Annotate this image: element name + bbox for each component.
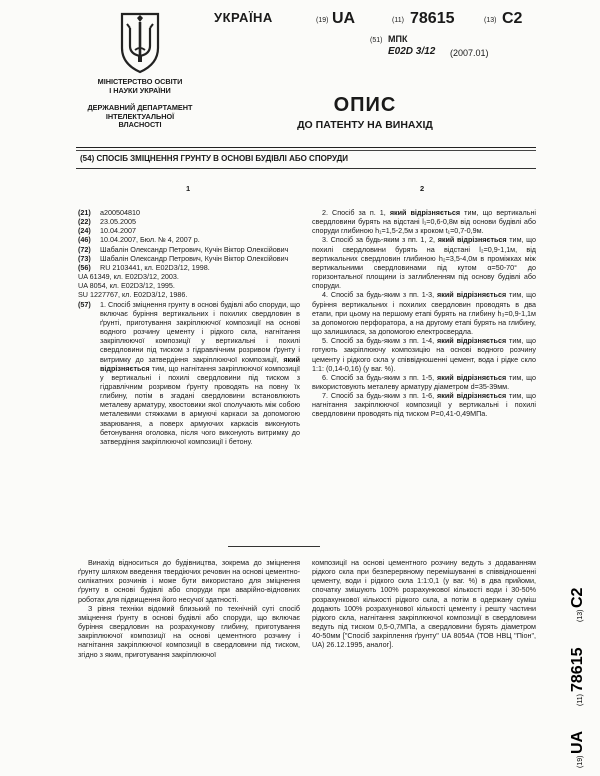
claim-pre: 6. Спосіб за будь-яким з пп. 1-5, [322,372,435,382]
ministry-line-1: МІНІСТЕРСТВО ОСВІТИ [97,77,183,86]
ministry-name [88,78,192,95]
mpk-code: (51) [370,37,383,44]
biblio-row [78,235,300,244]
description-paragraph: З рівня техніки відомий близький по технічній суті спосіб зміцнення ґрунту в основі будівлі або споруди, що включає буріння свердловин на розрахункову глибину, приготування закріплюючої композиції на основі цементного розчину і нагнітання закріплюючої композиції в свердловини під тиском, згідно з яким, приготування закріплюючої [78,603,300,659]
divider-top [76,147,536,148]
biblio-row [78,263,300,272]
claim-post: тим, що похилі свердловини бурять на відстані l₂=0,9-1,1м, від вертикальних свердловин глибиною h₂=3,5-4,0м в проміжках між вертикальними свердловинами під кутом α=50-70° до горизонтальної площини із заглибленням під основу будівлі або споруди. [312,235,537,291]
dept-line-1: ДЕРЖАВНИЙ ДЕПАРТАМЕНТ [87,103,193,112]
trident-emblem-icon [118,10,162,74]
claims-list [312,208,536,419]
biblio-code: (72) [78,244,91,254]
claim-pre: 5. Спосіб за будь-яким з пп. 1-4, [322,336,435,346]
description-left [78,558,300,659]
document-title [200,94,530,131]
document-kind: C2 [502,10,523,27]
reference-item: UA 8054, кл. E02D3/12, 1995. [78,281,175,291]
claim-post: тим, що готують закріплюючу композицію на основі водного розчину цементу і рідкого скла у співвідношенні цемент, вода і рідке скло 1:1: (0,14-0,16) (у ваг. %). [312,336,537,373]
ministry-line-2: І НАУКИ УКРАЇНИ [109,85,171,95]
biblio-code: (22) [78,217,91,227]
claim-item [312,373,536,391]
biblio-list [78,208,300,272]
claim-item [312,336,536,373]
description-continuation: композиції на основі цементного розчину ведуть з додаванням рідкого скла при безперервному перемішуванні в співвідношенні цементу, води і рідкого скла 1:1:0,1 (у ваг. %) в два прийоми, спочатку змішують 100% розрахункової кількості води і 30-50% розрахункової кількості рідкого скла, а потім в одержану суміш додають 100% розрахункової кількості цементу і решту частини рідкого скла, нагнітання закріплюючої композиції в свердловини ведуть під тиском 0,5-0,7МПа, а свердловини бурять діаметром 40-50мм ["Спосіб закріплення ґрунту" UA 8054А (ТОВ НВЦ "Піон", UA) 26.12.1995, аналог]. [312,558,536,650]
biblio-value: 10.04.2007, Бюл. № 4, 2007 р. [100,235,200,245]
mpk-label: МПК [388,34,408,44]
claim-pre: 4. Спосіб за будь-яким з пп. 1-3, [322,290,435,300]
abstract-text-1: 1. Спосіб зміцнення грунту в основі будівлі або споруди, що включає буріння вертикальних і похилих свердловин в ґрунті, приготування закріплюючої композиції на основі водного розчину цементу і рідкого скла, нагнітання закріплюючої композиції у вертикальні і похилі свердловини під тиском з гідравлічним розривом ґрунту і витримку до затвердіння закріплюючої композиції, [100,299,300,364]
biblio-value: a200504810 [100,208,140,217]
column-number-right: 2 [420,184,425,193]
pub-num-code: (11) [392,17,404,24]
biblio-row [78,226,300,235]
side-doc-kind-code: (13) [577,609,584,622]
divider-top-thin [76,150,536,151]
claim-item [312,208,536,235]
claim-post: тим, що вертикальні свердловини бурять на відстані l₁=0,6-0,8м від основи будівлі або споруди глибиною h₁=1,5-2,5м з кроком t₁=0,7-0,9м. [312,208,537,236]
separator-line [228,546,320,547]
column-number-left: 1 [186,184,191,193]
claim-post: тим, що використовують металеву арматуру діаметром d=35-39мм. [312,372,537,391]
abstract-text-2: тим, що нагнітання закріплюючої композиції у вертикальні і похилі свердловини під тиском з гідравлічним розривом ґрунту проводять на повну їх глибину, потім в згадані свердловини встановлюють металеву арматуру, хвостовики якої сполучають між собою металевими стяжками в армуючі каркаси за допомогою зварювання, а поверх армуючих каркасів виконують бетонування оголовка, після чого виконують витримку до затвердіння закріплюючої композиції і бетону. [100,363,301,446]
publication-identifiers [314,10,594,70]
biblio-value: 23.05.2005 [100,217,136,227]
side-patent-number: 78615 [569,647,586,692]
claim-item [312,290,536,336]
claim-post: тим, що нагнітання закріплюючої композиції у вертикальні і похилі свердловини проводять під тиском P=0,41-0,49МПа. [312,391,537,419]
references-list [78,272,300,299]
biblio-value: Шабалін Олександр Петрович, Кучін Віктор Олексійович [100,253,289,263]
divider-mid [76,168,536,169]
reference-item: UA 61349, кл. E02D3/12, 2003. [78,272,179,282]
patent-number: 78615 [410,10,455,27]
claim-bold: який відрізняється [437,336,507,346]
doc-kind-code-label: (13) [484,17,497,24]
claim-pre: 7. Спосіб за будь-яким з пп. 1-6, [322,391,435,401]
claim-item [312,235,536,290]
claim-bold: який відрізняється [437,290,507,300]
reference-item: SU 1227767, кл. E02D3/12, 1986. [78,290,188,300]
department-name [82,104,198,130]
claim-item [312,391,536,418]
description-paragraph: Винахід відноситься до будівництва, зокрема до зміцнення ґрунту шляхом введення твердіючих речовин на основі цементно-силікатних розчинів і може бути використано для зміцнення ґрунту в основі будівлі або споруди при аварійно-відновних роботах для підвищення його несучої здатності. [78,558,300,604]
biblio-value: 10.04.2007 [100,226,136,236]
claim-pre: 3. Спосіб за будь-яким з пп. 1, 2, [322,235,436,245]
biblio-code: (46) [78,235,91,245]
claim-post: тим, що буріння вертикальних і похилих свердловин проводять в два етапи, при цьому на першому етапі бурять на глибину h₃=0,9-1,1м за допомогою перфоратора, а на другому етапі бурять на глибину, що залишилася, за допомогою електросвердла. [312,290,537,337]
biblio-code: (56) [78,262,91,272]
biblio-value: RU 2103441, кл. E02D3/12, 1998. [100,262,210,272]
side-country-code: UA [569,730,586,754]
dept-line-3: ВЛАСНОСТІ [118,120,162,130]
country-code: UA [332,10,356,27]
side-identifier [564,530,588,770]
abstract-bold: який відрізняється [100,354,300,373]
biblio-row [78,217,300,226]
biblio-row [78,254,300,263]
side-pub-num-code: (11) [577,694,584,706]
country-name: УКРАЇНА [214,10,273,25]
side-kind-num: (19) [577,755,584,768]
invention-title: (54) СПОСІБ ЗМІЦНЕННЯ ГРУНТУ В ОСНОВІ БУДІВЛІ АБО СПОРУДИ [80,154,349,163]
abstract [78,300,300,447]
side-doc-kind: C2 [569,587,586,608]
biblio-code: (24) [78,226,91,236]
abstract-code: (57) [78,299,91,309]
right-column [312,208,536,419]
biblio-code: (21) [78,208,91,217]
kind-num-code: (19) [316,17,329,24]
mpk-year: (2007.01) [450,48,489,58]
biblio-code: (73) [78,253,91,263]
biblio-value: Шабалін Олександр Петрович, Кучін Віктор Олексійович [100,244,289,254]
description-right [312,558,536,650]
claim-bold: який відрізняється [437,235,507,245]
dept-line-2: ІНТЕЛЕКТУАЛЬНОЇ [105,111,175,121]
left-column [78,208,300,446]
title-main: ОПИС [333,94,397,116]
claim-bold: який відрізняється [437,391,507,401]
biblio-row [78,245,300,254]
claim-bold: який відрізняється [389,208,461,217]
biblio-row [78,208,300,217]
title-sub: ДО ПАТЕНТУ НА ВИНАХІД [297,119,433,131]
mpk-class: E02D 3/12 [388,46,436,57]
claim-pre: 2. Спосіб за п. 1, [322,208,386,217]
claim-bold: який відрізняється [437,372,507,382]
